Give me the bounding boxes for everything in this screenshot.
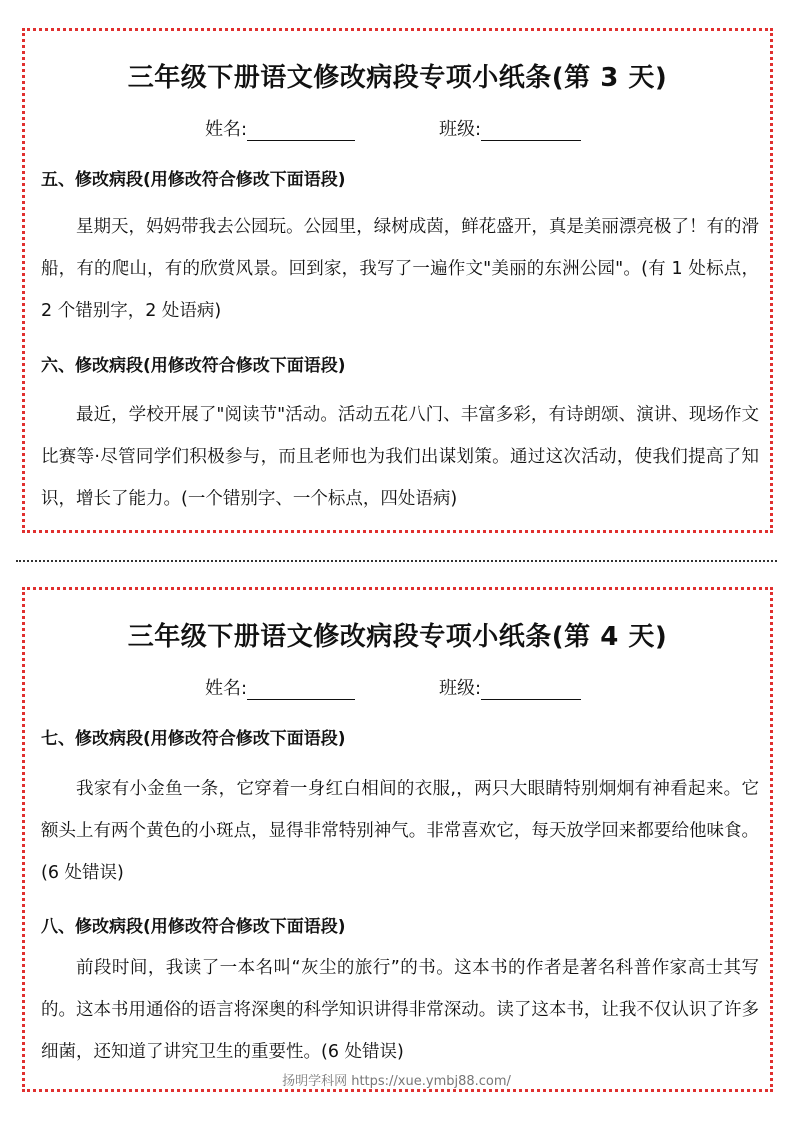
class-blank[interactable]	[481, 681, 581, 700]
name-label: 姓名:	[205, 119, 248, 140]
footer-watermark: 扬明学科网 https://xue.ymbj88.com/	[282, 1074, 511, 1089]
class-field	[439, 115, 581, 141]
section-paragraph: 最近，学校开展了"阅读节"活动。活动五花八门、丰富多彩，有诗朗颂、演讲、现场作文比赛等·尽管同学们积极参与，而且老师也为我们出谋划策。通过这次活动，使我们提高了知识，增长了能力。(一个错别字、一个标点，四处语病)	[41, 405, 759, 509]
worksheet-title: 三年级下册语文修改病段专项小纸条(第 4 天)	[127, 622, 668, 652]
section-paragraph: 星期天，妈妈带我去公园玩。公园里，绿树成茵，鲜花盛开，真是美丽漂亮极了！有的滑船，有的爬山，有的欣赏风景。回到家，我写了一遍作文"美丽的东洲公园"。(有 1 处标点，2 个错别字，2 处语病)	[41, 217, 759, 321]
section-heading: 六、修改病段(用修改符合修改下面语段)	[41, 356, 346, 376]
section-heading: 八、修改病段(用修改符合修改下面语段)	[41, 917, 346, 937]
section-heading: 七、修改病段(用修改符合修改下面语段)	[41, 729, 346, 749]
student-info-row	[25, 674, 770, 698]
name-blank[interactable]	[247, 122, 355, 141]
cut-line-divider	[16, 560, 777, 562]
name-field	[205, 674, 355, 700]
section-heading: 五、修改病段(用修改符合修改下面语段)	[41, 170, 346, 190]
class-blank[interactable]	[481, 122, 581, 141]
student-info-row	[25, 115, 770, 139]
worksheet-day4	[22, 587, 773, 1092]
name-label: 姓名:	[205, 678, 248, 699]
section-paragraph: 我家有小金鱼一条，它穿着一身红白相间的衣服,，两只大眼睛特别炯炯有神看起来。它额头上有两个黄色的小斑点，显得非常特别神气。非常喜欢它，每天放学回来都要给他味食。(6 处错误)	[41, 779, 759, 883]
section-paragraph: 前段时间，我读了一本名叫“灰尘的旅行”的书。这本书的作者是著名科普作家高士其写的。这本书用通俗的语言将深奥的科学知识讲得非常深动。读了这本书，让我不仅认识了许多细菌，还知道了讲究卫生的重要性。(6 处错误)	[41, 958, 759, 1062]
worksheet-title: 三年级下册语文修改病段专项小纸条(第 3 天)	[127, 63, 668, 93]
name-blank[interactable]	[247, 681, 355, 700]
class-label: 班级:	[439, 678, 482, 699]
class-label: 班级:	[439, 119, 482, 140]
class-field	[439, 674, 581, 700]
name-field	[205, 115, 355, 141]
worksheet-day3	[22, 28, 773, 533]
